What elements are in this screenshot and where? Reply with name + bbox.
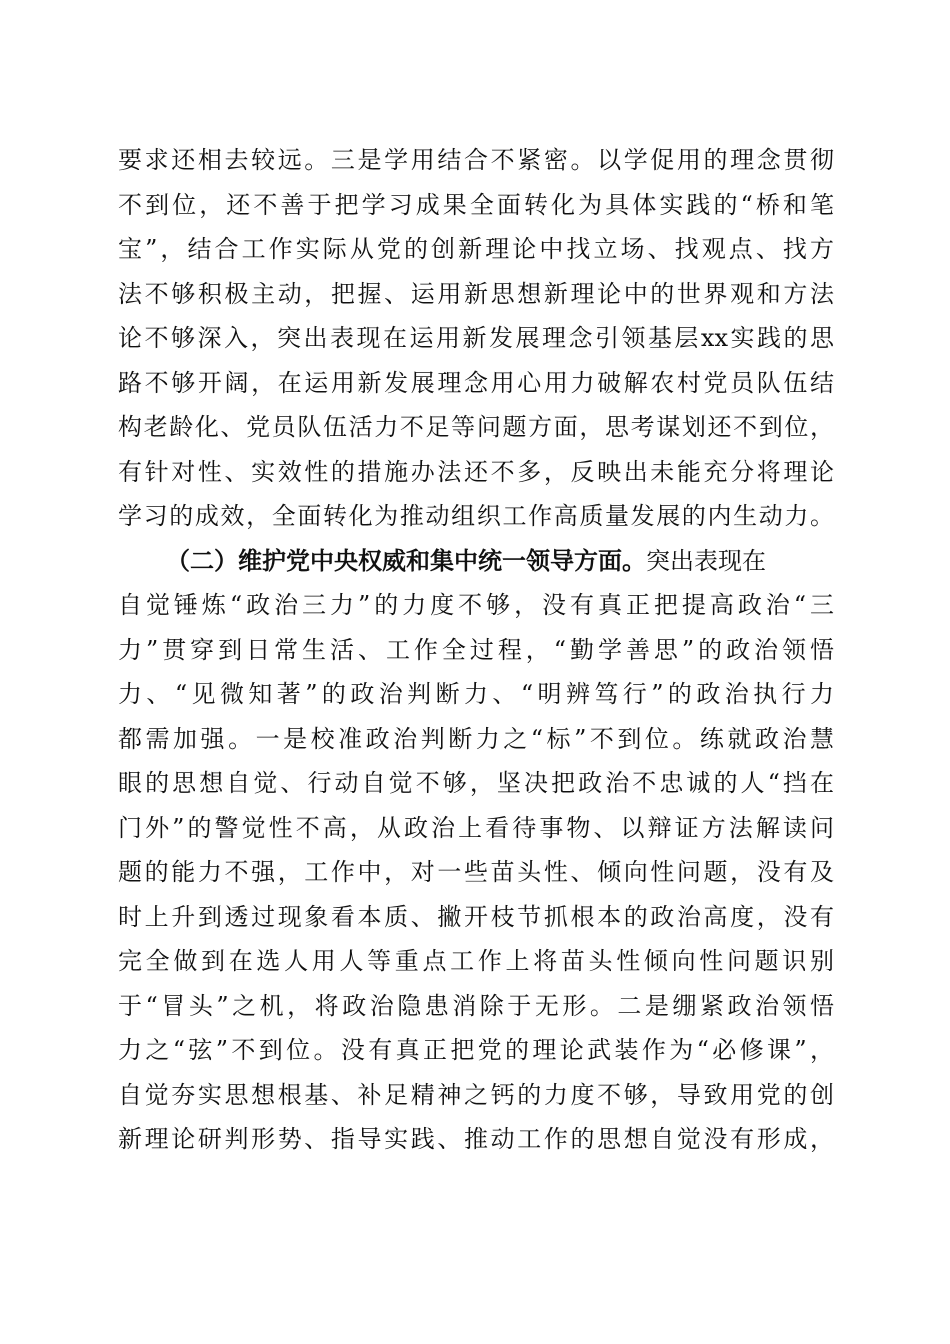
paragraph-line: 不到位，还不善于把学习成果全面转化为具体实践的“桥和笔 <box>118 190 834 219</box>
paragraph-line: 题的能力不强，工作中，对一些苗头性、倾向性问题，没有及 <box>118 858 834 886</box>
section-heading-rest: 突出表现在 <box>646 546 766 575</box>
paragraph-line: 时上升到透过现象看本质、撇开枝节抓根本的政治高度，没有 <box>118 902 834 931</box>
paragraph-line: 自觉锤炼“政治三力”的力度不够，没有真正把提高政治“三 <box>118 591 834 619</box>
paragraph-line: 法不够积极主动，把握、运用新思想新理论中的世界观和方法 <box>118 279 834 308</box>
paragraph-line: 力、“见微知著”的政治判断力、“明辨笃行”的政治执行力 <box>118 680 834 708</box>
paragraph-line: 眼的思想自觉、行动自觉不够，坚决把政治不忠诚的人“挡在 <box>118 769 834 797</box>
paragraph-line: 自觉夯实思想根基、补足精神之钙的力度不够，导致用党的创 <box>118 1080 834 1109</box>
paragraph-line: 完全做到在选人用人等重点工作上将苗头性倾向性问题识别 <box>118 947 834 975</box>
paragraph-line: 力”贯穿到日常生活、工作全过程，“勤学善思”的政治领悟 <box>118 635 834 664</box>
paragraph-line: 于“冒头”之机，将政治隐患消除于无形。二是绷紧政治领悟 <box>118 991 834 1020</box>
paragraph-line: 构老龄化、党员队伍活力不足等问题方面，思考谋划还不到位， <box>118 413 834 441</box>
paragraph-line: 都需加强。一是校准政治判断力之“标”不到位。练就政治慧 <box>118 724 834 753</box>
paragraph-line: 新理论研判形势、指导实践、推动工作的思想自觉没有形成， <box>118 1125 834 1153</box>
paragraph-line: 论不够深入，突出表现在运用新发展理念引领基层xx实践的思 <box>118 324 834 352</box>
section-heading-line <box>118 539 834 584</box>
paragraph-line: 宝”，结合工作实际从党的创新理论中找立场、找观点、找方 <box>118 235 834 263</box>
document-body <box>118 138 834 1162</box>
section-heading: （二）维护党中央权威和集中统一领导方面。 <box>166 546 646 575</box>
paragraph-line: 力之“弦”不到位。没有真正把党的理论武装作为“必修课”， <box>118 1036 834 1064</box>
paragraph-line: 门外”的警觉性不高，从政治上看待事物、以辩证方法解读问 <box>118 813 834 842</box>
paragraph-line: 要求还相去较远。三是学用结合不紧密。以学促用的理念贯彻 <box>118 146 834 174</box>
paragraph-line: 学习的成效，全面转化为推动组织工作高质量发展的内生动力。 <box>118 502 834 530</box>
paragraph-line: 有针对性、实效性的措施办法还不多，反映出未能充分将理论 <box>118 457 834 486</box>
paragraph-line: 路不够开阔，在运用新发展理念用心用力破解农村党员队伍结 <box>118 368 834 397</box>
